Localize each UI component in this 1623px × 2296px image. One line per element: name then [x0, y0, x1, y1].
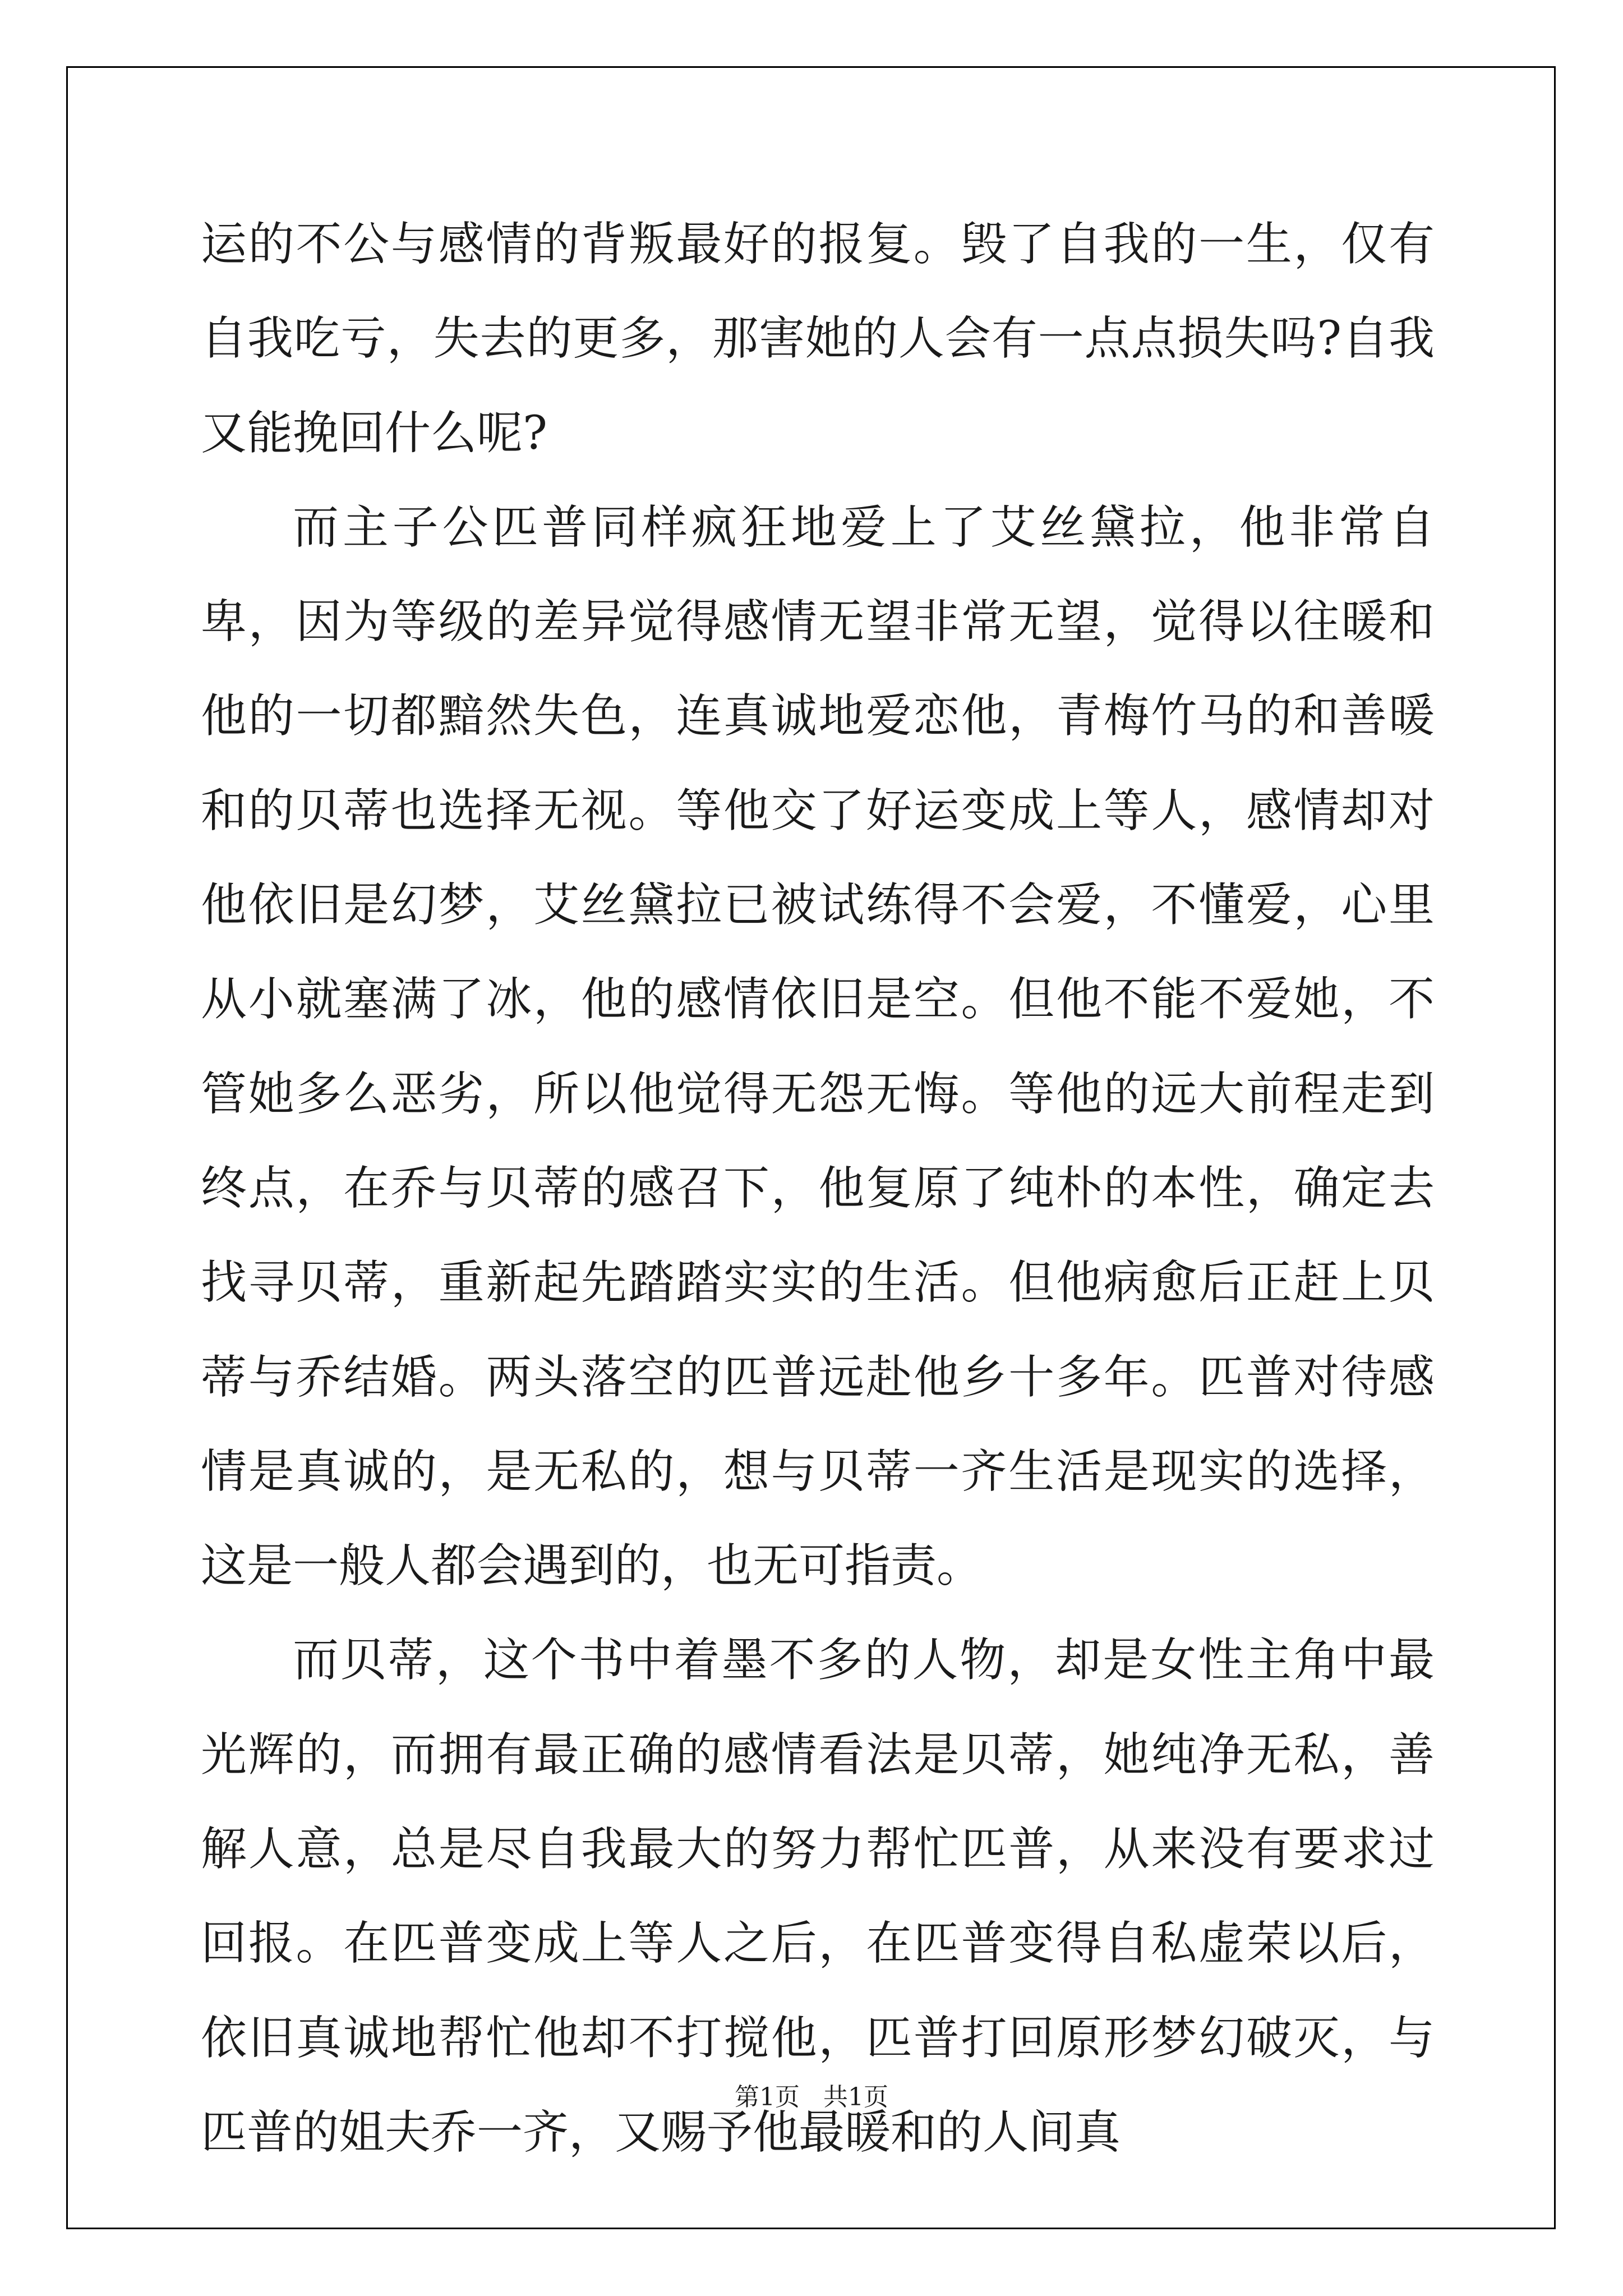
paragraph-3: 而贝蒂，这个书中着墨不多的人物，却是女性主角中最光辉的，而拥有最正确的感情看法是贝蒂，她纯净无私，善解人意，总是尽自我最大的努力帮忙匹普，从来没有要求过回报。在匹普变成上等人之后，在匹普变得自私虚荣以后，依旧真诚地帮忙他却不打搅他，匹普打回原形梦幻破灭，与匹普的姐夫乔一齐，又赐予他最暖和的人间真: [201, 1634, 1435, 2159]
body-text: [201, 197, 1435, 2180]
paragraph-1: 运的不公与感情的背叛最好的报复。毁了自我的一生，仅有自我吃亏，失去的更多，那害她的人会有一点点损失吗?自我又能挽回什么呢?: [201, 218, 1435, 460]
paragraph-2: 而主子公匹普同样疯狂地爱上了艾丝黛拉，他非常自卑，因为等级的差异觉得感情无望非常无望，觉得以往暖和他的一切都黯然失色，连真诚地爱恋他，青梅竹马的和善暖和的贝蒂也选择无视。等他交了好运变成上等人，感情却对他依旧是幻梦，艾丝黛拉已被试练得不会爱，不懂爱，心里从小就塞满了冰，他的感情依旧是空。但他不能不爱她，不管她多么恶劣，所以他觉得无怨无悔。等他的远大前程走到终点，在乔与贝蒂的感召下，他复原了纯朴的本性，确定去找寻贝蒂，重新起先踏踏实实的生活。但他病愈后正赶上贝蒂与乔结婚。两头落空的匹普远赴他乡十多年。匹普对待感情是真诚的，是无私的，想与贝蒂一齐生活是现实的选择，这是一般人都会遇到的，也无可指责。: [201, 500, 1435, 1593]
page-total: 共1页: [823, 2083, 888, 2111]
page-number: 第1页: [735, 2083, 800, 2111]
page-footer: [0, 2077, 1623, 2113]
